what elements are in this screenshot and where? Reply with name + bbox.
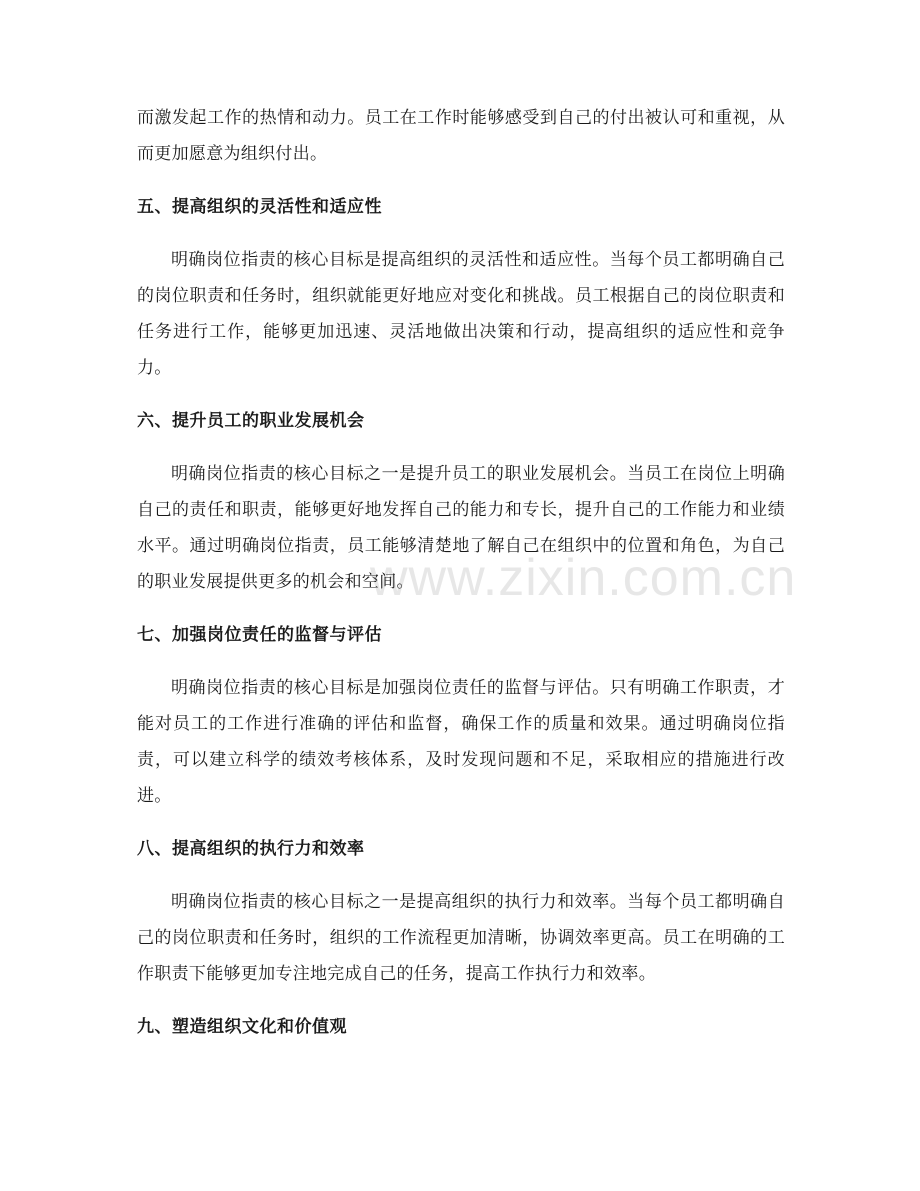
section-paragraph: 明确岗位指责的核心目标是加强岗位责任的监督与评估。只有明确工作职责，才能对员工的工作进行准确的评估和监督，确保工作的质量和效果。通过明确岗位指责，可以建立科学的绩效考核体系，及时发现问题和不足，采取相应的措施进行改进。 bbox=[137, 678, 785, 806]
section-5 bbox=[137, 194, 785, 386]
section-heading: 五、提高组织的灵活性和适应性 bbox=[137, 197, 382, 217]
section-paragraph: 明确岗位指责的核心目标之一是提升员工的职业发展机会。当员工在岗位上明确自己的责任和职责，能够更好地发挥自己的能力和专长，提升自己的工作能力和业绩水平。通过明确岗位指责，员工能够清楚地了解自己在组织中的位置和角色，为自己的职业发展提供更多的机会和空间。 bbox=[137, 464, 785, 592]
section-9 bbox=[137, 1014, 785, 1040]
section-paragraph: 明确岗位指责的核心目标是提高组织的灵活性和适应性。当每个员工都明确自己的岗位职责和任务时，组织就能更好地应对变化和挑战。员工根据自己的岗位职责和任务进行工作，能够更加迅速、灵活地做出决策和行动，提高组织的适应性和竞争力。 bbox=[137, 250, 785, 378]
intro-paragraph: 而激发起工作的热情和动力。员工在工作时能够感受到自己的付出被认可和重视，从而更加愿意为组织付出。 bbox=[137, 108, 785, 164]
section-heading: 八、提高组织的执行力和效率 bbox=[137, 839, 365, 859]
section-heading: 七、加强岗位责任的监督与评估 bbox=[137, 625, 382, 645]
section-heading: 九、塑造组织文化和价值观 bbox=[137, 1017, 347, 1037]
section-paragraph: 明确岗位指责的核心目标之一是提高组织的执行力和效率。当每个员工都明确自己的岗位职责和任务时，组织的工作流程更加清晰，协调效率更高。员工在明确的工作职责下能够更加专注地完成自己的任务，提高工作执行力和效率。 bbox=[137, 892, 785, 984]
section-8 bbox=[137, 836, 785, 992]
section-6 bbox=[137, 408, 785, 600]
section-7 bbox=[137, 622, 785, 814]
watermark: www.zixin.com.cn bbox=[370, 549, 797, 607]
document-body bbox=[137, 100, 785, 1062]
section-heading: 六、提升员工的职业发展机会 bbox=[137, 411, 365, 431]
